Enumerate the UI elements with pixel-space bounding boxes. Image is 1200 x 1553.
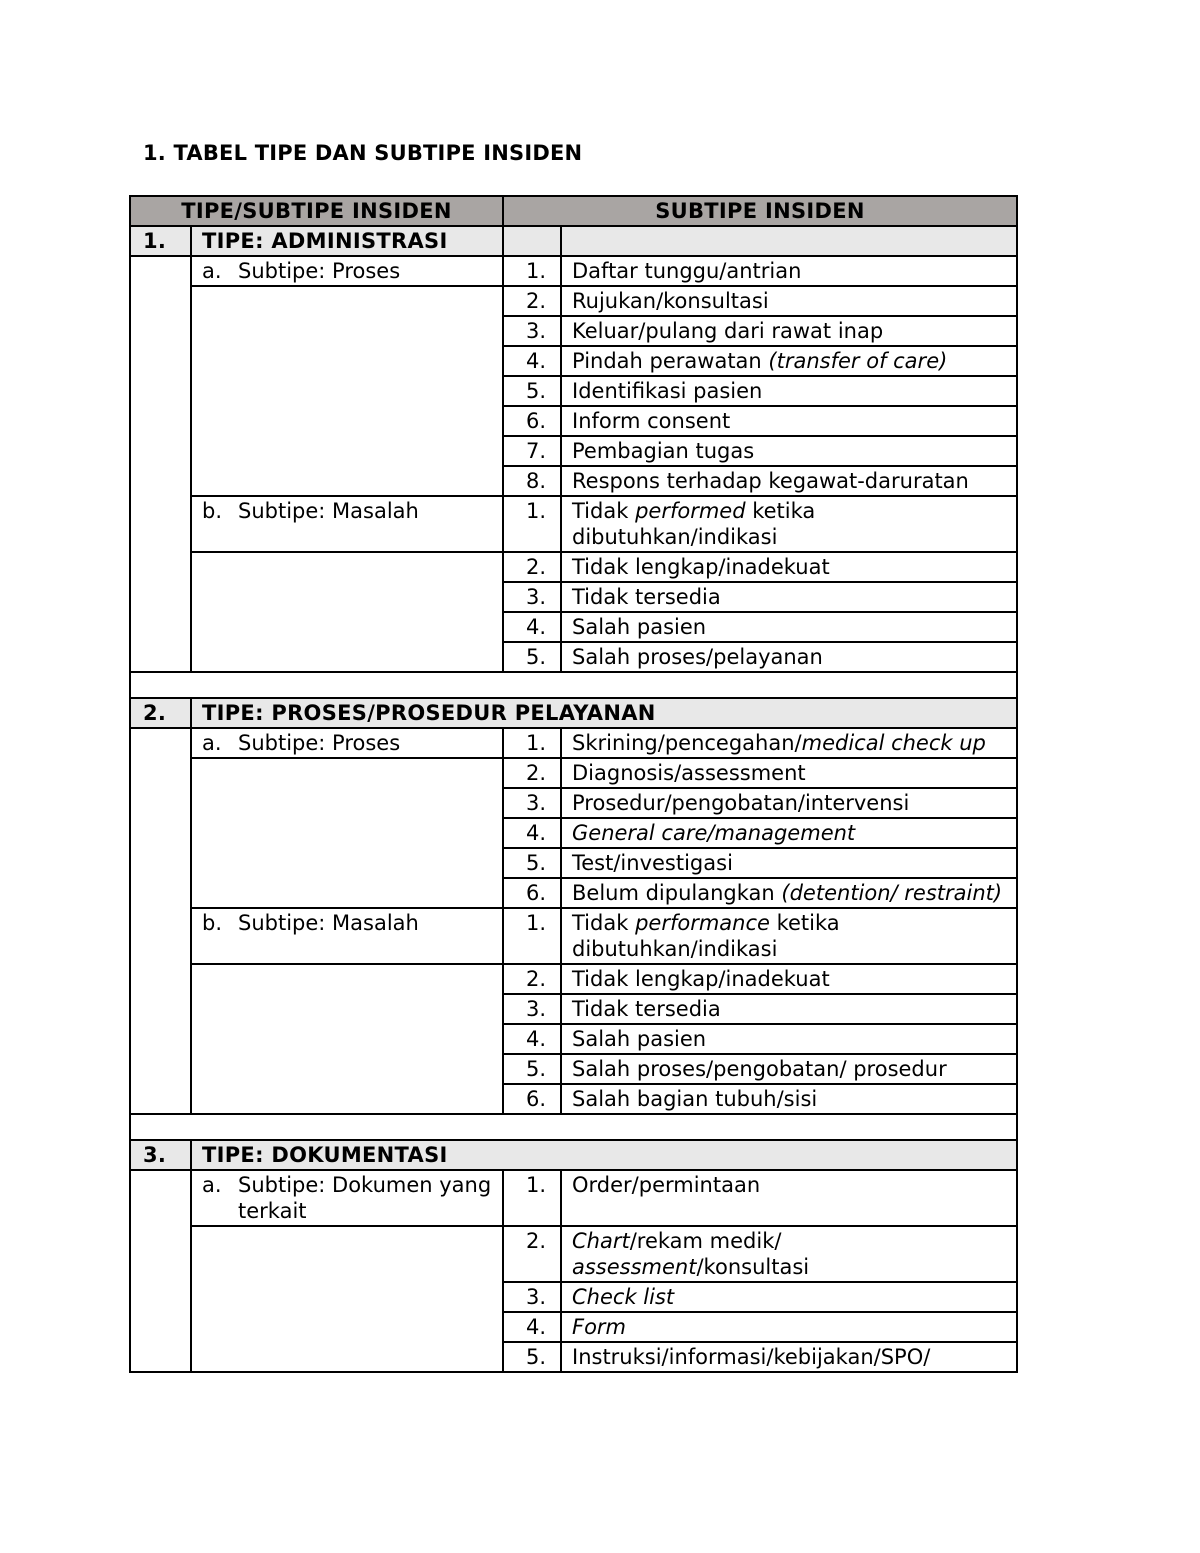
item-description	[561, 1342, 1017, 1372]
type-number-span-cell	[130, 1170, 191, 1372]
item-number: 5.	[503, 1342, 561, 1372]
subtype-cell	[191, 728, 503, 758]
item-description	[561, 1024, 1017, 1054]
item-text-part: assessment	[572, 1255, 697, 1279]
item-text-part: Keluar/pulang dari rawat inap	[572, 319, 884, 343]
item-number: 4.	[503, 612, 561, 642]
item-description	[561, 1054, 1017, 1084]
item-text-part: Test/investigasi	[572, 851, 733, 875]
item-description	[561, 964, 1017, 994]
subtype-text: Subtipe: Dokumen yang terkait	[238, 1173, 492, 1223]
subtype-text: Subtipe: Proses	[238, 731, 401, 755]
list-item	[130, 286, 1017, 316]
subtype-letter: b.	[202, 499, 223, 523]
type-number: 3.	[130, 1140, 191, 1170]
subtype-cell	[191, 908, 503, 964]
item-text-part: /konsultasi	[696, 1255, 810, 1279]
item-number: 3.	[503, 582, 561, 612]
type-number-span-cell	[130, 728, 191, 1114]
subtype-text: Subtipe: Proses	[238, 259, 401, 283]
item-description	[561, 994, 1017, 1024]
item-number: 1.	[503, 728, 561, 758]
item-number: 4.	[503, 1024, 561, 1054]
item-text-part: Tidak	[572, 911, 636, 935]
type-row	[130, 698, 1017, 728]
type-label: TIPE: PROSES/PROSEDUR PELAYANAN	[191, 698, 1017, 728]
item-text-part: Tidak lengkap/inadekuat	[572, 555, 830, 579]
item-text-part: Tidak tersedia	[572, 997, 721, 1021]
list-item	[130, 728, 1017, 758]
item-text-part: General care/management	[572, 821, 856, 845]
item-text-part: Check list	[572, 1285, 675, 1309]
item-text-part: Pembagian tugas	[572, 439, 755, 463]
subtype-empty-cell	[191, 964, 503, 1114]
item-number: 5.	[503, 848, 561, 878]
item-text-part: Prosedur/pengobatan/intervensi	[572, 791, 910, 815]
subtype-empty-cell	[191, 1226, 503, 1372]
item-text-part: Salah pasien	[572, 1027, 707, 1051]
table-header-row	[130, 196, 1017, 226]
item-description	[561, 346, 1017, 376]
subtype-label	[202, 498, 502, 524]
empty-cell	[561, 226, 1017, 256]
item-text-part: Pindah perawatan	[572, 349, 769, 373]
item-text-part: Chart	[572, 1229, 630, 1253]
item-description	[561, 642, 1017, 672]
item-text-part: Form	[572, 1315, 627, 1339]
item-number: 3.	[503, 1282, 561, 1312]
header-type-subtype: TIPE/SUBTIPE INSIDEN	[130, 196, 503, 226]
type-row	[130, 226, 1017, 256]
header-subtype: SUBTIPE INSIDEN	[503, 196, 1017, 226]
item-description	[561, 256, 1017, 286]
item-description	[561, 496, 1017, 552]
item-number: 2.	[503, 964, 561, 994]
item-number: 4.	[503, 818, 561, 848]
item-text-part: ketika dibutuhkan/indikasi	[572, 499, 816, 549]
subtype-label	[202, 730, 502, 756]
list-item	[130, 1226, 1017, 1282]
item-text-part: Diagnosis/assessment	[572, 761, 806, 785]
item-text-part: Identifikasi pasien	[572, 379, 763, 403]
item-number: 2.	[503, 286, 561, 316]
item-description	[561, 878, 1017, 908]
subtype-label	[202, 1172, 502, 1224]
spacer-cell	[130, 1114, 1017, 1140]
item-number: 6.	[503, 1084, 561, 1114]
item-text-part: Skrining/pencegahan/	[572, 731, 802, 755]
item-number: 2.	[503, 552, 561, 582]
item-description	[561, 612, 1017, 642]
item-description	[561, 1282, 1017, 1312]
item-number: 5.	[503, 376, 561, 406]
item-number: 8.	[503, 466, 561, 496]
item-text-part: Salah bagian tubuh/sisi	[572, 1087, 818, 1111]
item-number: 1.	[503, 496, 561, 552]
item-number: 4.	[503, 1312, 561, 1342]
item-text-part: medical check up	[801, 731, 986, 755]
type-number: 2.	[130, 698, 191, 728]
type-number-span-cell	[130, 256, 191, 672]
item-description	[561, 286, 1017, 316]
item-text-part: Tidak tersedia	[572, 585, 721, 609]
subtype-cell	[191, 496, 503, 552]
subtype-label	[202, 258, 502, 284]
item-number: 1.	[503, 908, 561, 964]
type-label: TIPE: DOKUMENTASI	[191, 1140, 1017, 1170]
item-number: 2.	[503, 1226, 561, 1282]
item-description	[561, 582, 1017, 612]
item-description	[561, 758, 1017, 788]
item-text-part: Daftar tunggu/antrian	[572, 259, 802, 283]
spacer-row	[130, 1114, 1017, 1140]
subtype-letter: a.	[202, 731, 222, 755]
item-text-part: ketika dibutuhkan/indikasi	[572, 911, 840, 961]
item-description	[561, 436, 1017, 466]
item-number: 5.	[503, 1054, 561, 1084]
item-text-part: /rekam medik/	[629, 1229, 782, 1253]
item-description	[561, 316, 1017, 346]
type-label: TIPE: ADMINISTRASI	[191, 226, 503, 256]
item-number: 1.	[503, 256, 561, 286]
item-number: 6.	[503, 878, 561, 908]
item-text-part: Salah proses/pelayanan	[572, 645, 823, 669]
item-text-part: Order/permintaan	[572, 1173, 761, 1197]
subtype-cell	[191, 256, 503, 286]
item-text-part: performed	[635, 499, 746, 523]
subtype-empty-cell	[191, 286, 503, 496]
item-description	[561, 376, 1017, 406]
list-item	[130, 758, 1017, 788]
item-number: 4.	[503, 346, 561, 376]
item-description	[561, 1226, 1017, 1282]
subtype-letter: b.	[202, 911, 223, 935]
item-description	[561, 1312, 1017, 1342]
list-item	[130, 964, 1017, 994]
list-item	[130, 256, 1017, 286]
item-number: 2.	[503, 758, 561, 788]
item-description	[561, 1170, 1017, 1226]
spacer-cell	[130, 672, 1017, 698]
item-description	[561, 552, 1017, 582]
item-number: 3.	[503, 788, 561, 818]
item-description	[561, 908, 1017, 964]
item-text-part: performance	[635, 911, 770, 935]
item-text-part: Salah proses/pengobatan/ prosedur	[572, 1057, 947, 1081]
item-text-part: (detention/ restraint)	[781, 881, 1003, 905]
item-text-part: (transfer of care)	[768, 349, 948, 373]
subtype-label	[202, 910, 502, 936]
spacer-row	[130, 672, 1017, 698]
subtype-empty-cell	[191, 552, 503, 672]
item-description	[561, 1084, 1017, 1114]
list-item	[130, 1170, 1017, 1226]
subtype-text: Subtipe: Masalah	[238, 911, 419, 935]
item-number: 6.	[503, 406, 561, 436]
item-description	[561, 406, 1017, 436]
item-description	[561, 788, 1017, 818]
item-text-part: Tidak lengkap/inadekuat	[572, 967, 830, 991]
item-number: 3.	[503, 316, 561, 346]
item-text-part: Instruksi/informasi/kebijakan/SPO/	[572, 1345, 931, 1369]
item-number: 3.	[503, 994, 561, 1024]
item-text-part: Rujukan/konsultasi	[572, 289, 769, 313]
item-text-part: Belum dipulangkan	[572, 881, 782, 905]
item-text-part: Inform consent	[572, 409, 731, 433]
type-row	[130, 1140, 1017, 1170]
incident-type-table	[129, 195, 1018, 1373]
item-description	[561, 818, 1017, 848]
item-description	[561, 848, 1017, 878]
subtype-empty-cell	[191, 758, 503, 908]
list-item	[130, 908, 1017, 964]
item-text-part: Salah pasien	[572, 615, 707, 639]
item-number: 1.	[503, 1170, 561, 1226]
subtype-letter: a.	[202, 1173, 222, 1197]
item-description	[561, 466, 1017, 496]
subtype-cell	[191, 1170, 503, 1226]
list-item	[130, 552, 1017, 582]
item-number: 5.	[503, 642, 561, 672]
item-number: 7.	[503, 436, 561, 466]
item-text-part: Tidak	[572, 499, 636, 523]
subtype-text: Subtipe: Masalah	[238, 499, 419, 523]
item-text-part: Respons terhadap kegawat-daruratan	[572, 469, 969, 493]
list-item	[130, 496, 1017, 552]
type-number: 1.	[130, 226, 191, 256]
page-title: 1. TABEL TIPE DAN SUBTIPE INSIDEN	[143, 141, 583, 165]
subtype-letter: a.	[202, 259, 222, 283]
empty-cell	[503, 226, 561, 256]
item-description	[561, 728, 1017, 758]
